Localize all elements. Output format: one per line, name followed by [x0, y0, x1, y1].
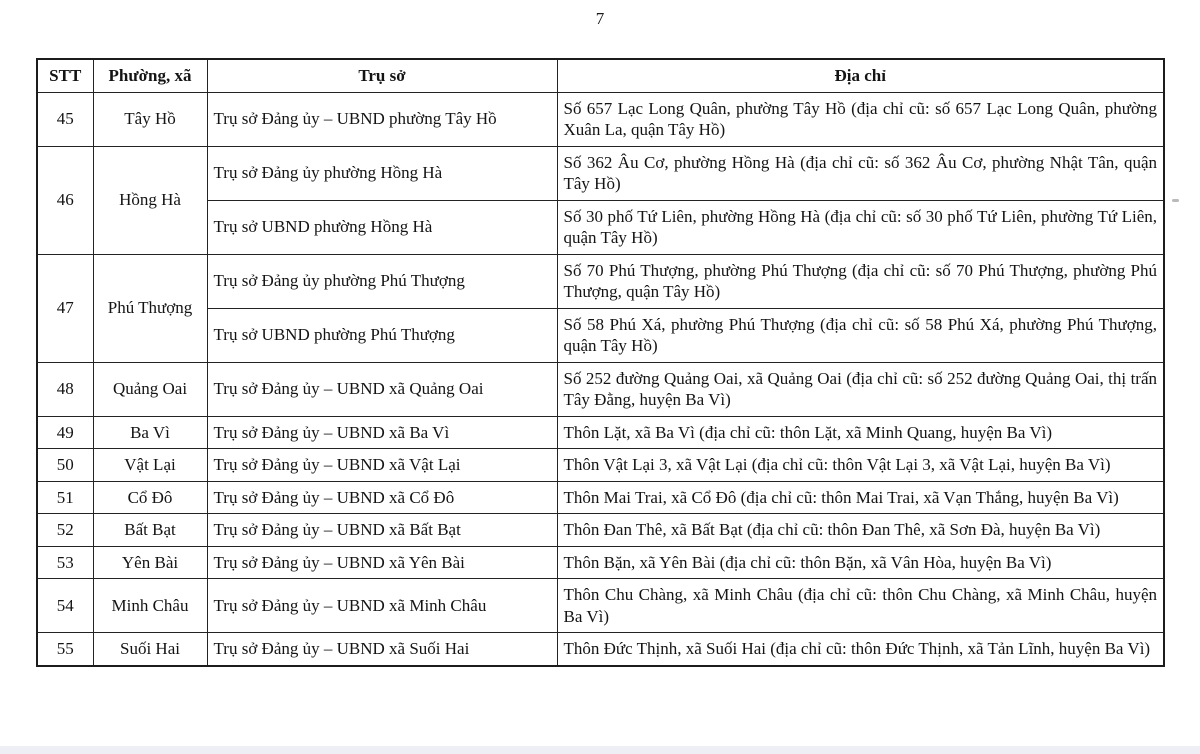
stt-cell: 54 — [37, 579, 93, 633]
office-address-table — [36, 58, 1165, 667]
office-cell: Trụ sở UBND phường Hồng Hà — [207, 200, 557, 254]
table-row — [37, 546, 1164, 579]
page-number: 7 — [595, 9, 605, 28]
table-row — [37, 362, 1164, 416]
stt-cell: 55 — [37, 633, 93, 666]
office-cell: Trụ sở Đảng ủy – UBND xã Suối Hai — [207, 633, 557, 666]
ward-cell: Tây Hồ — [93, 92, 207, 146]
table-row — [37, 416, 1164, 449]
office-cell: Trụ sở Đảng ủy – UBND xã Vật Lại — [207, 449, 557, 482]
office-cell: Trụ sở Đảng ủy – UBND xã Cổ Đô — [207, 481, 557, 514]
office-cell: Trụ sở Đảng ủy – UBND xã Minh Châu — [207, 579, 557, 633]
office-cell: Trụ sở Đảng ủy phường Hồng Hà — [207, 146, 557, 200]
table-body — [37, 92, 1164, 666]
table-row — [37, 254, 1164, 308]
header-ward: Phường, xã — [93, 59, 207, 92]
header-address: Địa chỉ — [557, 59, 1164, 92]
office-cell: Trụ sở UBND phường Phú Thượng — [207, 308, 557, 362]
address-cell: Thôn Đức Thịnh, xã Suối Hai (địa chỉ cũ: thôn Đức Thịnh, xã Tản Lĩnh, huyện Ba Vì) — [557, 633, 1164, 666]
stt-cell: 51 — [37, 481, 93, 514]
address-cell: Thôn Chu Chàng, xã Minh Châu (địa chỉ cũ: thôn Chu Chàng, xã Minh Châu, huyện Ba Vì) — [557, 579, 1164, 633]
stt-cell: 49 — [37, 416, 93, 449]
stt-cell: 47 — [37, 254, 93, 362]
ward-cell: Hồng Hà — [93, 146, 207, 254]
stt-cell: 46 — [37, 146, 93, 254]
stt-cell: 45 — [37, 92, 93, 146]
office-cell: Trụ sở Đảng ủy – UBND phường Tây Hồ — [207, 92, 557, 146]
address-cell: Số 657 Lạc Long Quân, phường Tây Hồ (địa chỉ cũ: số 657 Lạc Long Quân, phường Xuân La, quận Tây Hồ) — [557, 92, 1164, 146]
ward-cell: Vật Lại — [93, 449, 207, 482]
address-cell: Số 70 Phú Thượng, phường Phú Thượng (địa chỉ cũ: số 70 Phú Thượng, phường Phú Thượng, quận Tây Hồ) — [557, 254, 1164, 308]
office-cell: Trụ sở Đảng ủy – UBND xã Yên Bài — [207, 546, 557, 579]
office-cell: Trụ sở Đảng ủy – UBND xã Ba Vì — [207, 416, 557, 449]
table-row — [37, 92, 1164, 146]
table-row — [37, 146, 1164, 200]
ward-cell: Bất Bạt — [93, 514, 207, 547]
ward-cell: Ba Vì — [93, 416, 207, 449]
office-cell: Trụ sở Đảng ủy – UBND xã Bất Bạt — [207, 514, 557, 547]
address-cell: Số 30 phố Tứ Liên, phường Hồng Hà (địa chỉ cũ: số 30 phố Tứ Liên, phường Tứ Liên, quận Tây Hồ) — [557, 200, 1164, 254]
address-cell: Số 58 Phú Xá, phường Phú Thượng (địa chỉ cũ: số 58 Phú Xá, phường Phú Thượng, quận Tây Hồ) — [557, 308, 1164, 362]
table-row — [37, 633, 1164, 666]
stt-cell: 53 — [37, 546, 93, 579]
page-bottom-edge — [0, 746, 1200, 754]
scan-edge-artifact — [1172, 199, 1179, 202]
ward-cell: Cổ Đô — [93, 481, 207, 514]
ward-cell: Minh Châu — [93, 579, 207, 633]
stt-cell: 50 — [37, 449, 93, 482]
header-stt: STT — [37, 59, 93, 92]
address-cell: Số 252 đường Quảng Oai, xã Quảng Oai (địa chỉ cũ: số 252 đường Quảng Oai, thị trấn Tây Đằng, huyện Ba Vì) — [557, 362, 1164, 416]
table-row — [37, 200, 1164, 254]
table-row — [37, 514, 1164, 547]
table-row — [37, 308, 1164, 362]
ward-cell: Phú Thượng — [93, 254, 207, 362]
office-cell: Trụ sở Đảng ủy – UBND xã Quảng Oai — [207, 362, 557, 416]
stt-cell: 48 — [37, 362, 93, 416]
table-row — [37, 481, 1164, 514]
header-office: Trụ sở — [207, 59, 557, 92]
ward-cell: Yên Bài — [93, 546, 207, 579]
table-row — [37, 449, 1164, 482]
office-cell: Trụ sở Đảng ủy phường Phú Thượng — [207, 254, 557, 308]
address-cell: Số 362 Âu Cơ, phường Hồng Hà (địa chỉ cũ: số 362 Âu Cơ, phường Nhật Tân, quận Tây Hồ) — [557, 146, 1164, 200]
header-row — [37, 59, 1164, 92]
address-cell: Thôn Đan Thê, xã Bất Bạt (địa chỉ cũ: thôn Đan Thê, xã Sơn Đà, huyện Ba Vì) — [557, 514, 1164, 547]
address-cell: Thôn Mai Trai, xã Cổ Đô (địa chỉ cũ: thôn Mai Trai, xã Vạn Thắng, huyện Ba Vì) — [557, 481, 1164, 514]
address-cell: Thôn Vật Lại 3, xã Vật Lại (địa chỉ cũ: thôn Vật Lại 3, xã Vật Lại, huyện Ba Vì) — [557, 449, 1164, 482]
ward-cell: Suối Hai — [93, 633, 207, 666]
table-row — [37, 579, 1164, 633]
table-header — [37, 59, 1164, 92]
ward-cell: Quảng Oai — [93, 362, 207, 416]
address-cell: Thôn Bặn, xã Yên Bài (địa chỉ cũ: thôn Bặn, xã Vân Hòa, huyện Ba Vì) — [557, 546, 1164, 579]
stt-cell: 52 — [37, 514, 93, 547]
address-cell: Thôn Lặt, xã Ba Vì (địa chỉ cũ: thôn Lặt, xã Minh Quang, huyện Ba Vì) — [557, 416, 1164, 449]
